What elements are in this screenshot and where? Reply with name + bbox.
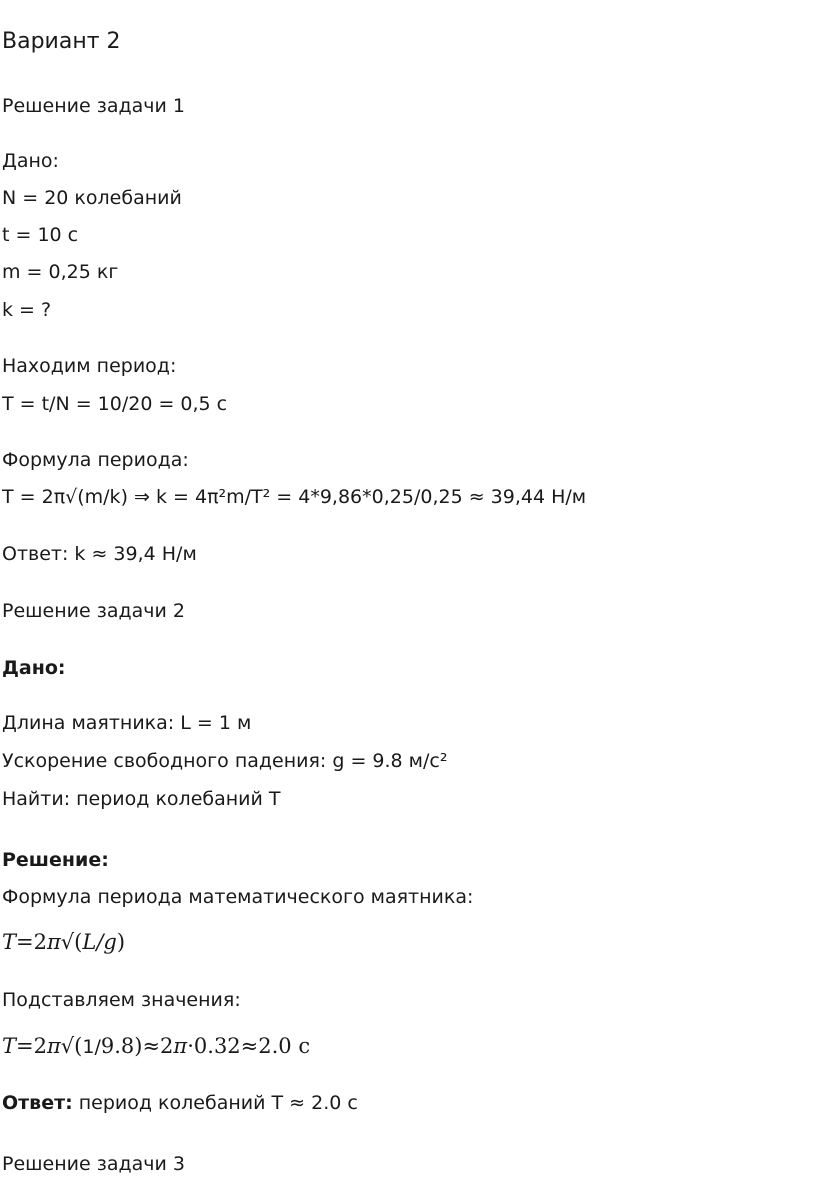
task2-answer-text: период колебаний T ≈ 2.0 с <box>72 1092 358 1114</box>
task1-answer: Ответ: k ≈ 39,4 Н/м <box>2 543 197 565</box>
task2-answer <box>2 1091 358 1115</box>
task1-given-m: m = 0,25 кг <box>2 261 119 283</box>
task2-formula <box>2 929 125 955</box>
sub-tail: ·0.32≈2.0 с <box>187 1034 311 1058</box>
sub-sqrt: √( <box>60 1034 83 1058</box>
task2-given-length: Длина маятника: L = 1 м <box>2 712 252 734</box>
task1-heading: Решение задачи 1 <box>2 95 185 117</box>
task2-heading: Решение задачи 2 <box>2 600 185 622</box>
sub-frac: 1/ <box>82 1036 101 1058</box>
task2-substitution <box>2 1033 310 1060</box>
formula-sqrt: √( <box>60 930 83 954</box>
task2-given-label: Дано: <box>2 657 66 679</box>
task1-given-k: k = ? <box>2 299 52 321</box>
sub-rest: 9.8)≈2 <box>100 1034 174 1058</box>
task2-substitute-label: Подставляем значения: <box>2 989 241 1011</box>
formula-pi: π <box>46 930 61 954</box>
task1-given-label: Дано: <box>2 150 59 172</box>
formula-g: g <box>103 930 117 954</box>
sub-pi2: π <box>173 1034 188 1058</box>
task2-solution-label: Решение: <box>2 849 109 871</box>
formula-eq: =2 <box>16 930 47 954</box>
sub-pi: π <box>46 1034 61 1058</box>
formula-symbol-t: T <box>2 930 17 954</box>
task3-heading: Решение задачи 3 <box>2 1153 185 1175</box>
formula-close: ) <box>116 930 126 954</box>
task2-formula-label: Формула периода математического маятника: <box>2 886 474 908</box>
task1-period-calc: T = t/N = 10/20 = 0,5 с <box>2 393 228 415</box>
formula-l: L <box>82 930 97 954</box>
task1-given-n: N = 20 колебаний <box>2 187 182 209</box>
sub-symbol-t: T <box>2 1034 17 1058</box>
sub-eq: =2 <box>16 1034 47 1058</box>
formula-slash: / <box>96 930 104 954</box>
task1-formula-calc: T = 2π√(m/k) ⇒ k = 4π²m/T² = 4*9,86*0,25/0,25 ≈ 39,44 Н/м <box>2 486 587 508</box>
task1-formula-label: Формула периода: <box>2 449 189 471</box>
variant-title: Вариант 2 <box>2 29 121 54</box>
task2-find: Найти: период колебаний T <box>2 788 281 810</box>
task1-given-t: t = 10 с <box>2 224 79 246</box>
task2-answer-label: Ответ: <box>2 1092 73 1114</box>
task2-given-gravity: Ускорение свободного падения: g = 9.8 м/с² <box>2 750 448 772</box>
task1-period-label: Находим период: <box>2 355 177 377</box>
